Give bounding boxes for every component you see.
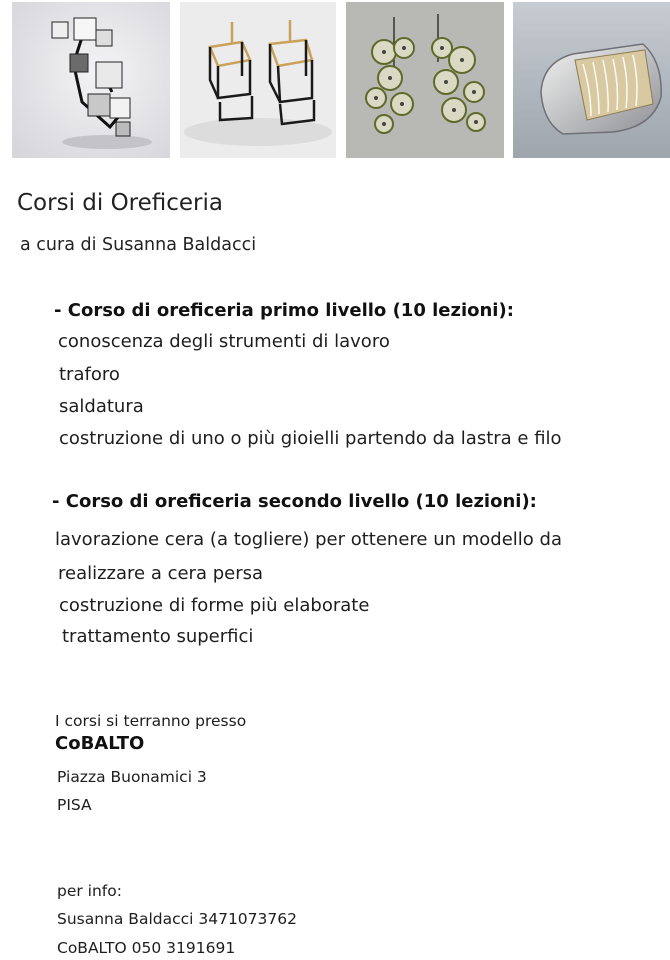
disc-cluster-earrings-photo	[346, 2, 504, 158]
course1-item: traforo	[59, 364, 120, 385]
course1-item: conoscenza degli strumenti di lavoro	[58, 331, 390, 352]
venue-address: Piazza Buonamici 3	[57, 768, 207, 786]
curator-line: a cura di Susanna Baldacci	[20, 235, 257, 255]
course1-heading: - Corso di oreficeria primo livello (10 lezioni):	[54, 300, 514, 321]
contact-line: CoBALTO 050 3191691	[57, 939, 236, 957]
location-intro: I corsi si terranno presso	[55, 712, 247, 730]
course2-item: costruzione di forme più elaborate	[59, 595, 370, 616]
course2-heading: - Corso di oreficeria secondo livello (10 lezioni):	[52, 491, 537, 512]
course2-item: lavorazione cera (a togliere) per ottenere un modello da	[55, 529, 562, 550]
course2-item: realizzare a cera persa	[58, 563, 264, 584]
silver-ring-photo	[513, 2, 670, 158]
course1-item: costruzione di uno o più gioielli partendo da lastra e filo	[59, 428, 562, 449]
contact-line: Susanna Baldacci 3471073762	[57, 910, 297, 928]
course2-item: trattamento superfici	[62, 626, 254, 647]
info-label: per info:	[57, 882, 122, 900]
page-title: Corsi di Oreficeria	[17, 190, 224, 216]
venue-city: PISA	[57, 796, 92, 814]
venue-name: CoBALTO	[55, 733, 145, 754]
cube-wire-earrings-photo	[180, 2, 336, 158]
stacked-cubes-sculpture-photo	[12, 2, 170, 158]
course1-item: saldatura	[59, 396, 144, 417]
